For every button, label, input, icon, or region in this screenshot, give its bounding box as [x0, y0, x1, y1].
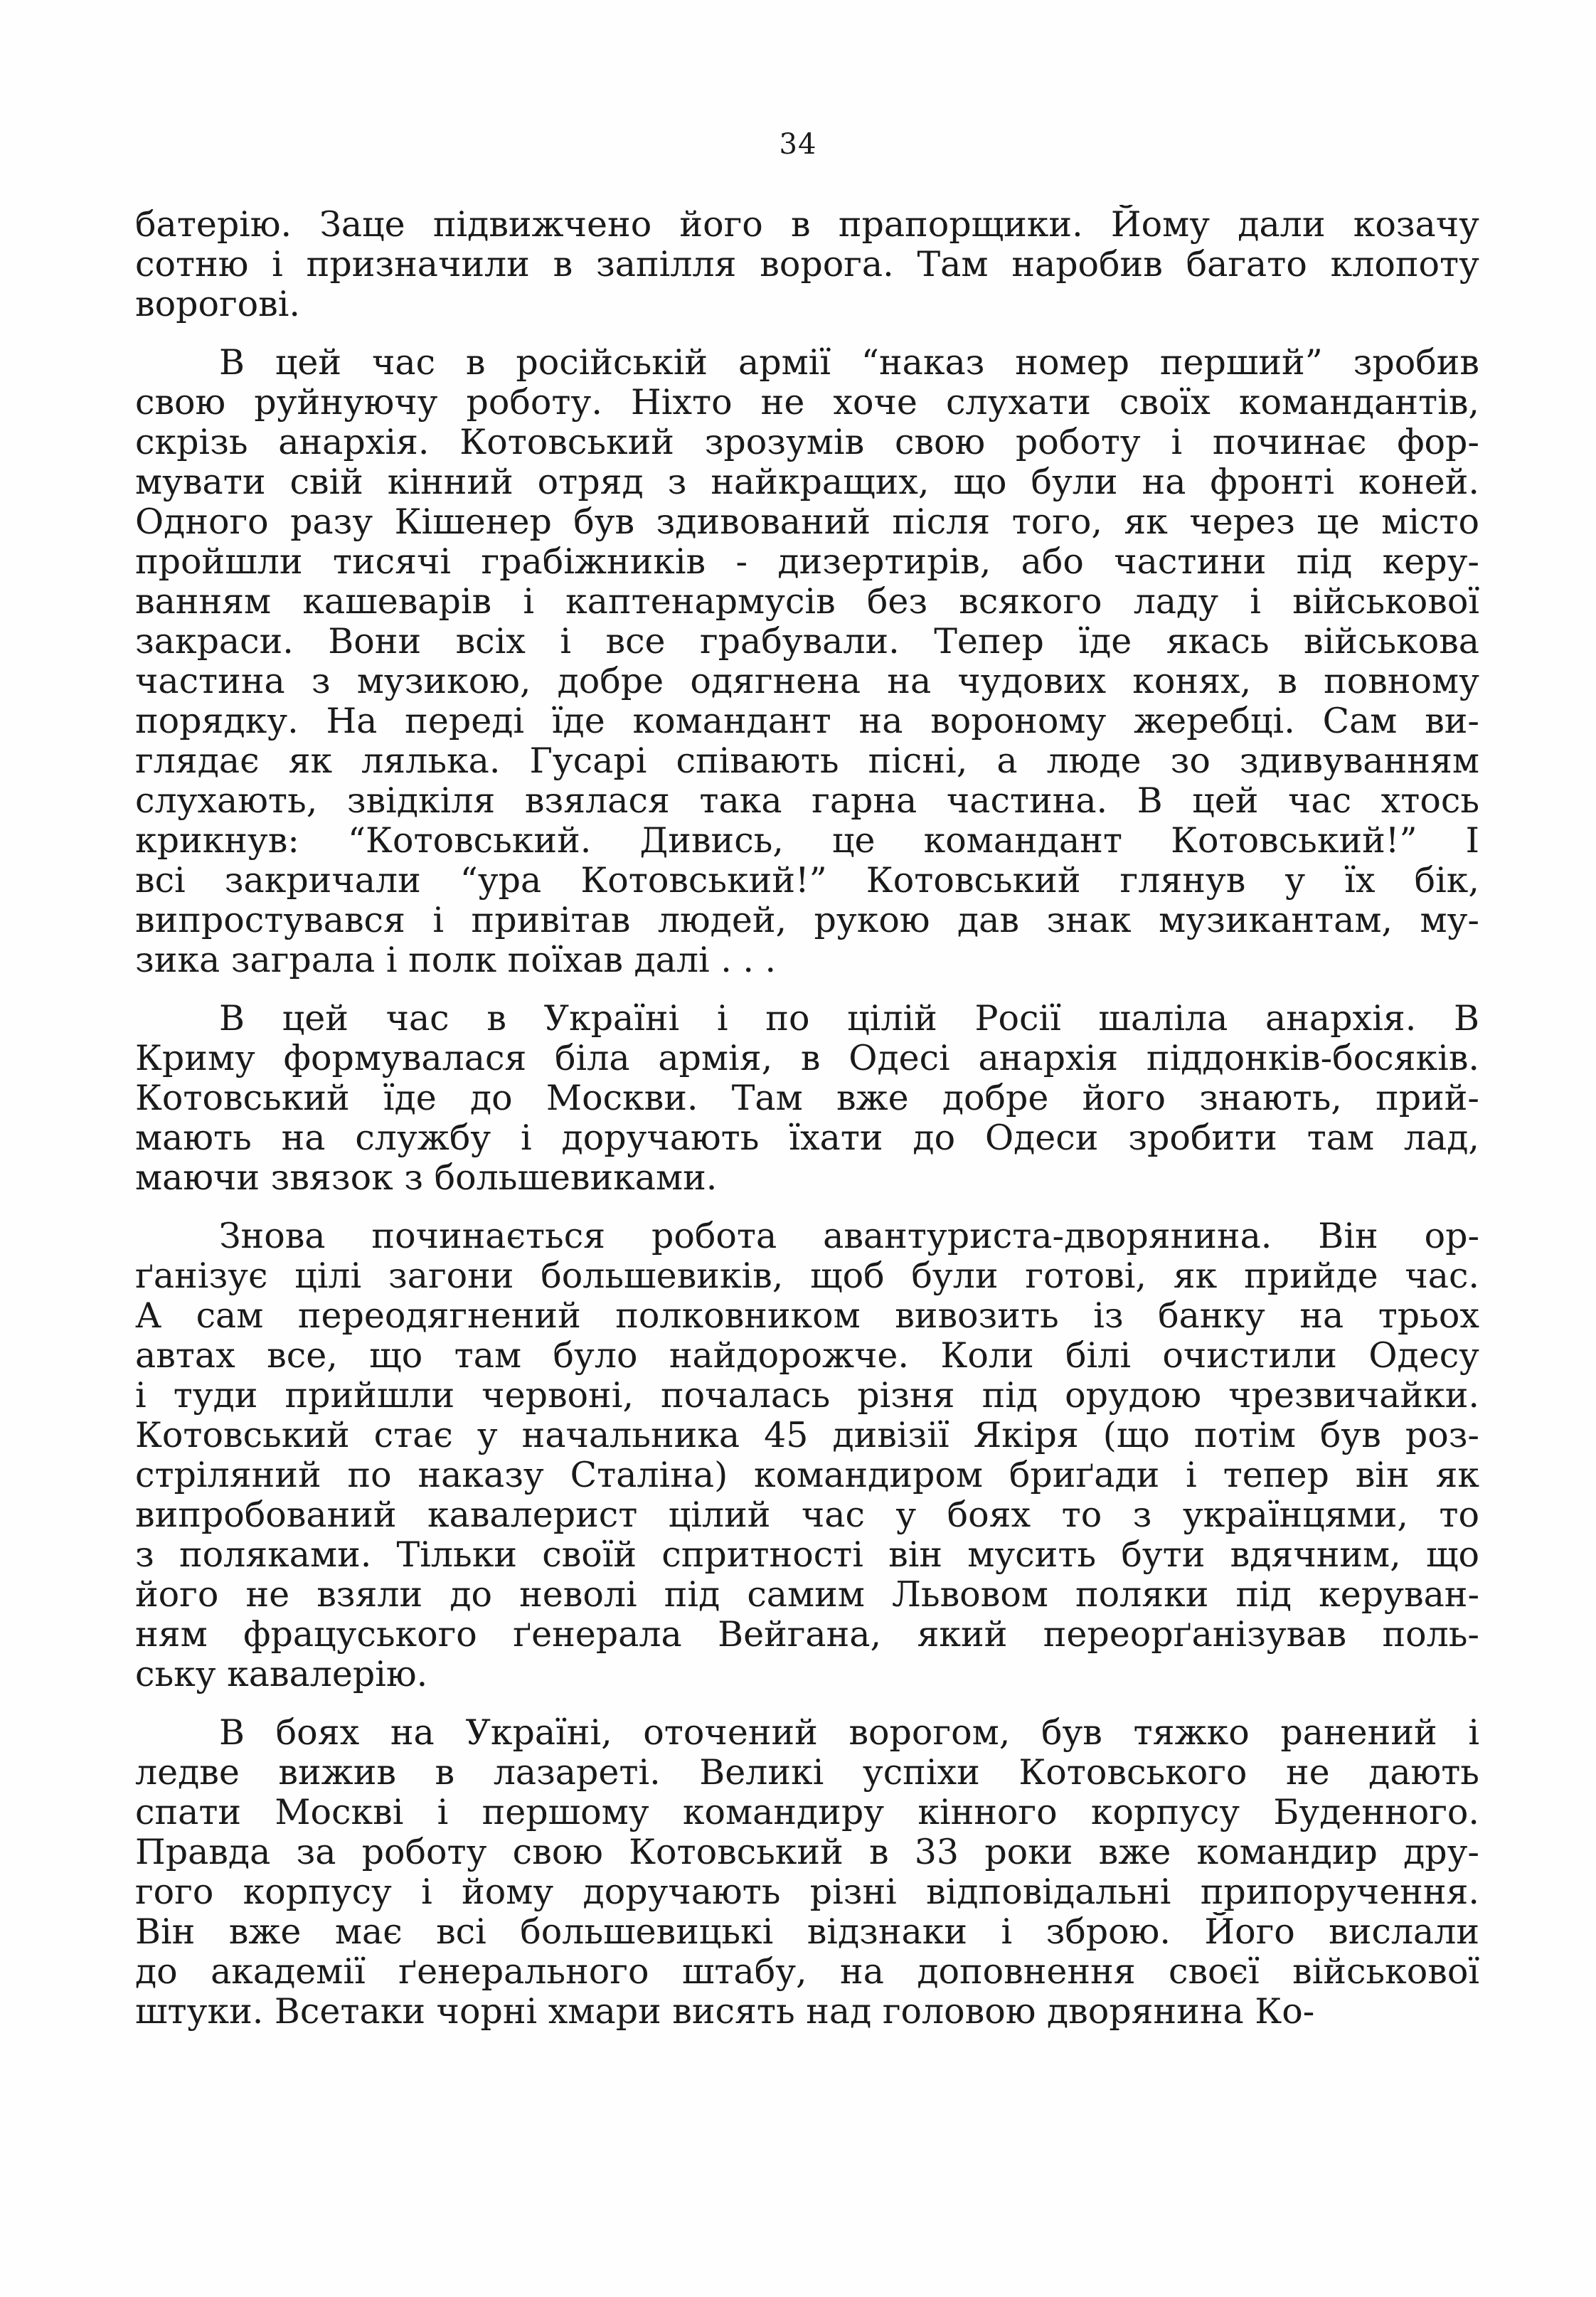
paragraph: [135, 343, 1479, 980]
text-line: Криму формувалася біла армія, в Одесі анархія піддонків-босяків.: [135, 1039, 1479, 1078]
paragraph-gap: [135, 980, 1479, 999]
text-line: мувати свій кінний отряд з найкращих, що були на фронті коней.: [135, 462, 1479, 502]
paragraph: [135, 1713, 1479, 2032]
page-number: 34: [779, 128, 817, 161]
text-line: В цей час в Україні і по цілій Росії шаліла анархія. В: [219, 999, 1479, 1039]
text-line: спати Москві і першому командиру кінного корпусу Буденного.: [135, 1793, 1479, 1832]
text-line: ворогові.: [135, 285, 300, 324]
text-line: ням фрацуського ґенерала Вейгана, який переорґанізував поль-: [135, 1615, 1479, 1655]
text-line: пройшли тисячі грабіжників - дизертирів, або частини під керу-: [135, 542, 1479, 582]
text-line: зика заграла і полк поїхав далі . . .: [135, 940, 777, 980]
text-line: ванням кашеварів і каптенармусів без всякого ладу і військової: [135, 582, 1479, 622]
text-line: всі закричали “ура Котовський!” Котовський глянув у їх бік,: [135, 861, 1479, 901]
text-line: Одного разу Кішенер був здивований після того, як через це місто: [135, 502, 1479, 542]
text-line: ледве вижив в лазареті. Великі успіхи Котовського не дають: [135, 1753, 1479, 1793]
paragraph-gap: [135, 324, 1479, 343]
text-line: мають на службу і доручають їхати до Одеси зробити там лад,: [135, 1118, 1479, 1158]
text-line: до академії ґенерального штабу, на доповнення своєї військової: [135, 1952, 1479, 1992]
text-line: з поляками. Тільки своїй спритності він мусить бути вдячним, що: [135, 1535, 1479, 1575]
text-line: і туди прийшли червоні, почалась різня під орудою чрезвичайки.: [135, 1376, 1479, 1416]
text-line: батерію. Заце підвижчено його в прапорщики. Йому дали козачу: [135, 205, 1479, 245]
text-body: [135, 205, 1479, 2032]
paragraph-gap: [135, 1198, 1479, 1216]
text-line: закраси. Вони всіх і все грабували. Тепер їде якась військова: [135, 622, 1479, 662]
text-line: свою руйнуючу роботу. Ніхто не хоче слухати своїх командантів,: [135, 383, 1479, 423]
text-line: порядку. На переді їде командант на вороному жеребці. Сам ви-: [135, 701, 1479, 741]
text-line: ґанізує цілі загони большевиків, щоб були готові, як прийде час.: [135, 1256, 1479, 1296]
text-line: крикнув: “Котовський. Дивись, це командант Котовський!” І: [135, 821, 1479, 861]
paragraph: [135, 999, 1479, 1198]
text-line: маючи звязок з большевиками.: [135, 1158, 718, 1198]
text-line: Котовський стає у начальника 45 дивізії Якіря (що потім був роз-: [135, 1416, 1479, 1455]
paragraph-gap: [135, 1694, 1479, 1713]
text-line: автах все, що там було найдорожче. Коли білі очистили Одесу: [135, 1336, 1479, 1376]
text-line: випростувався і привітав людей, рукою дав знак музикантам, му-: [135, 901, 1479, 940]
text-line: сотню і призначили в запілля ворога. Там наробив багато клопоту: [135, 245, 1479, 285]
text-line: гого корпусу і йому доручають різні відповідальні припоручення.: [135, 1872, 1479, 1912]
text-line: Він вже має всі большевицькі відзнаки і зброю. Його вислали: [135, 1912, 1479, 1952]
text-line: Знова починається робота авантуриста-дворянина. Він ор-: [219, 1216, 1479, 1256]
text-line: Котовський їде до Москви. Там вже добре його знають, прий-: [135, 1078, 1479, 1118]
text-line: штуки. Всетаки чорні хмари висять над головою дворянина Ко-: [135, 1992, 1315, 2032]
text-line: Правда за роботу свою Котовський в 33 роки вже командир дру-: [135, 1832, 1479, 1872]
text-line: А сам переодягнений полковником вивозить із банку на трьох: [135, 1296, 1479, 1336]
text-line: випробований кавалерист цілий час у боях то з українцями, то: [135, 1495, 1479, 1535]
text-line: ську кавалерію.: [135, 1655, 428, 1694]
text-line: слухають, звідкіля взялася така гарна частина. В цей час хтось: [135, 781, 1479, 821]
text-line: скрізь анархія. Котовський зрозумів свою роботу і починає фор-: [135, 423, 1479, 462]
text-line: стріляний по наказу Сталіна) командиром бриґади і тепер він як: [135, 1455, 1479, 1495]
text-line: В цей час в російській армії “наказ номер перший” зробив: [219, 343, 1479, 383]
paragraph: [135, 1216, 1479, 1694]
paragraph: [135, 205, 1479, 324]
text-line: В боях на Україні, оточений ворогом, був тяжко ранений і: [219, 1713, 1479, 1753]
text-line: частина з музикою, добре одягнена на чудових конях, в повному: [135, 662, 1479, 701]
text-line: глядає як лялька. Гусарі співають пісні, а люде зо здивуванням: [135, 741, 1479, 781]
text-line: його не взяли до неволі під самим Львовом поляки під керуван-: [135, 1575, 1479, 1615]
